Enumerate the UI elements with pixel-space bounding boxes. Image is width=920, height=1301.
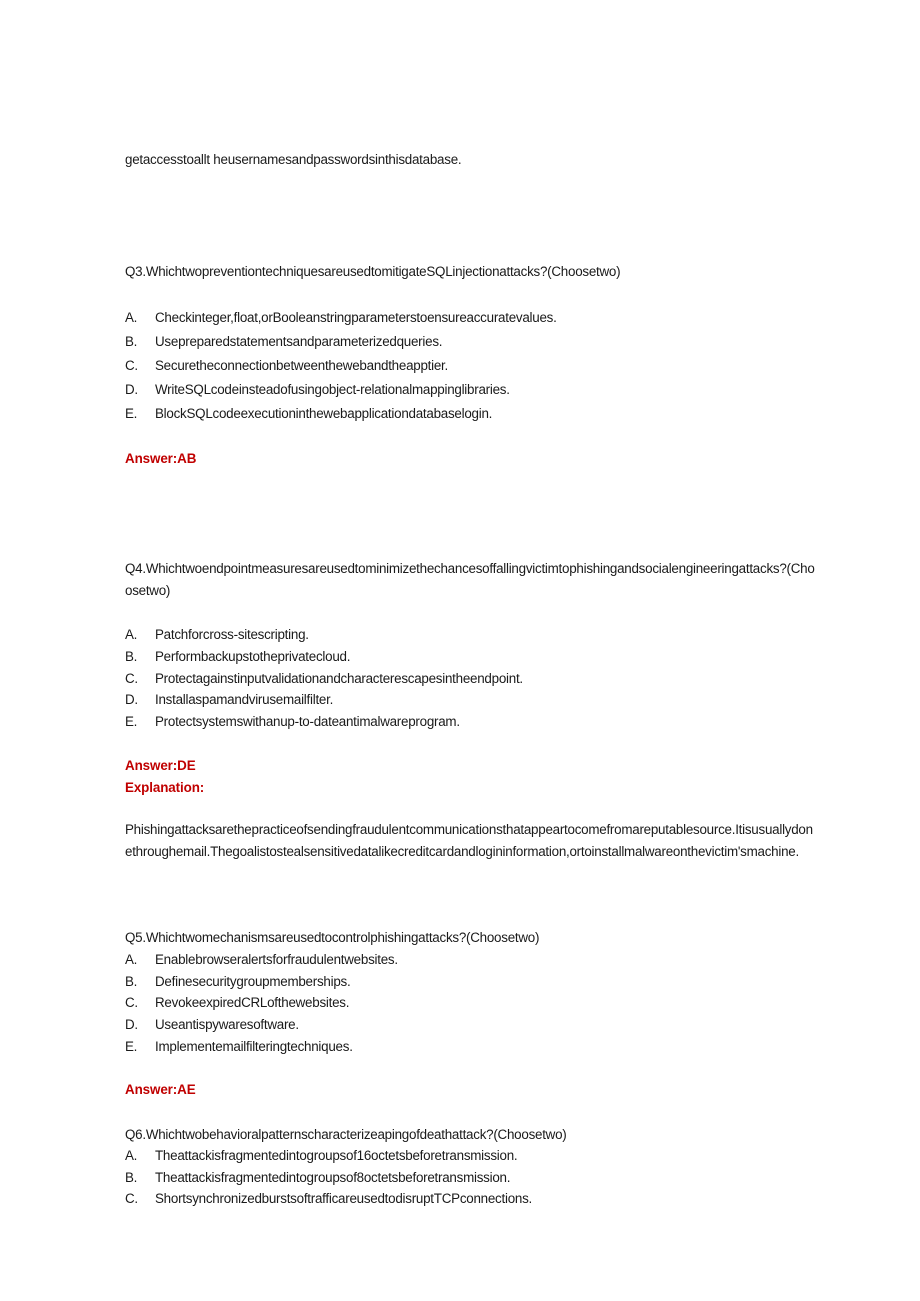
q4-option-e (125, 713, 460, 731)
option-text: Protectagainstinputvalidationandcharacterescapesintheendpoint. (155, 671, 523, 686)
q6-option-b (125, 1169, 510, 1187)
q5-answer: Answer:AE (125, 1082, 196, 1097)
option-letter: A. (125, 1148, 138, 1163)
option-letter: E. (125, 1039, 138, 1054)
q3-option-a (125, 309, 557, 327)
option-text: BlockSQLcodeexecutioninthewebapplicationdatabaselogin. (155, 406, 493, 421)
q4-option-d (125, 691, 333, 709)
q4-explanation: Phishingattacksarethepracticeofsendingfraudulentcommunicationsthatappeartocomefromareputablesource.Itisusuallydonethroughemail.Thegoalistostealsensitivedatalikecreditcardandlogininformation,ortoinstallmalwareonthevictim'smachine. (125, 822, 813, 859)
option-text: Theattackisfragmentedintogroupsof8octetsbeforetransmission. (155, 1170, 511, 1185)
option-letter: A. (125, 310, 138, 325)
q6-option-c (125, 1190, 532, 1208)
option-letter: A. (125, 952, 138, 967)
q6-question: Q6.Whichtwobehavioralpatternscharacterizeapingofdeathattack?(Choosetwo) (125, 1127, 567, 1142)
option-letter: A. (125, 627, 138, 642)
option-letter: B. (125, 974, 138, 989)
option-text: Patchforcross-sitescripting. (155, 627, 309, 642)
q4-option-c (125, 670, 523, 688)
option-letter: E. (125, 406, 138, 421)
intro-text: getaccesstoallt heusernamesandpasswordsinthisdatabase. (125, 152, 462, 167)
option-text: WriteSQLcodeinsteadofusingobject-relationalmappinglibraries. (155, 382, 510, 397)
option-text: Definesecuritygroupmemberships. (155, 974, 351, 989)
q5-question: Q5.Whichtwomechanismsareusedtocontrolphishingattacks?(Choosetwo) (125, 930, 540, 945)
q5-option-d (125, 1016, 299, 1034)
option-text: Useantispywaresoftware. (155, 1017, 299, 1032)
q4-option-b (125, 648, 350, 666)
option-text: Usepreparedstatementsandparameterizedqueries. (155, 334, 443, 349)
option-text: Theattackisfragmentedintogroupsof16octetsbeforetransmission. (155, 1148, 518, 1163)
option-text: Implementemailfilteringtechniques. (155, 1039, 353, 1054)
q3-option-c (125, 357, 448, 375)
option-text: Securetheconnectionbetweenthewebandtheapptier. (155, 358, 448, 373)
q3-option-d (125, 381, 510, 399)
option-letter: B. (125, 1170, 138, 1185)
q6-option-a (125, 1147, 517, 1165)
q3-option-b (125, 333, 442, 351)
option-text: Checkinteger,float,orBooleanstringparameterstoensureaccuratevalues. (155, 310, 557, 325)
option-text: Protectsystemswithanup-to-dateantimalwareprogram. (155, 714, 460, 729)
q5-option-e (125, 1038, 353, 1056)
option-text: ShortsynchronizedburstsoftrafficareusedtodisruptTCPconnections. (155, 1191, 532, 1206)
q3-question: Q3.WhichtwopreventiontechniquesareusedtomitigateSQLinjectionattacks?(Choosetwo) (125, 264, 621, 279)
q5-option-a (125, 951, 398, 969)
option-letter: C. (125, 358, 138, 373)
option-letter: C. (125, 1191, 138, 1206)
option-text: Installaspamandvirusemailfilter. (155, 692, 334, 707)
q4-explanation-label: Explanation: (125, 780, 205, 795)
q3-answer: Answer:AB (125, 451, 197, 466)
option-letter: B. (125, 334, 138, 349)
option-text: Enablebrowseralertsforfraudulentwebsites. (155, 952, 398, 967)
q5-option-b (125, 973, 350, 991)
q4-answer: Answer:DE (125, 758, 196, 773)
option-text: Performbackupstotheprivatecloud. (155, 649, 351, 664)
option-text: RevokeexpiredCRLofthewebsites. (155, 995, 350, 1010)
option-letter: D. (125, 382, 138, 397)
q4-question: Q4.Whichtwoendpointmeasuresareusedtominimizethechancesoffallingvictimtophishingandsocialengineeringattacks?(Choosetwo) (125, 561, 815, 598)
option-letter: D. (125, 692, 138, 707)
q5-option-c (125, 994, 349, 1012)
option-letter: C. (125, 671, 138, 686)
q3-option-e (125, 405, 492, 423)
q4-option-a (125, 626, 309, 644)
option-letter: E. (125, 714, 138, 729)
option-letter: C. (125, 995, 138, 1010)
option-letter: B. (125, 649, 138, 664)
option-letter: D. (125, 1017, 138, 1032)
